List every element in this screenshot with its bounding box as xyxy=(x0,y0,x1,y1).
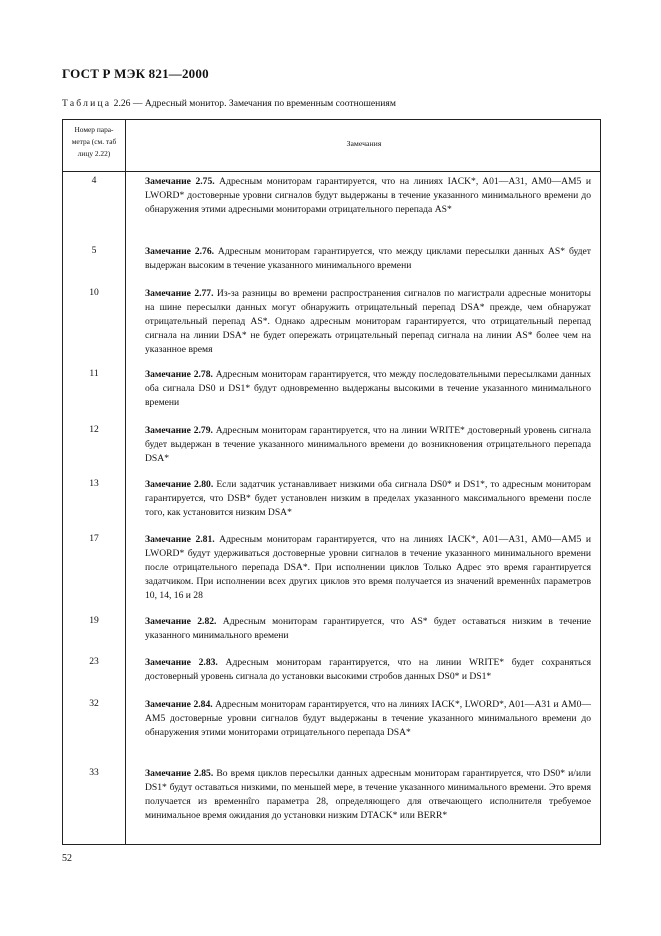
remark-label: Замечание 2.83. xyxy=(145,657,218,668)
parameter-number: 13 xyxy=(89,478,99,489)
table-caption-text: 2.26 — Адресный монитор. Замечания по временным соотношениям xyxy=(113,98,396,109)
parameter-number: 32 xyxy=(89,698,99,709)
remark-label: Замечание 2.81. xyxy=(145,534,215,545)
remark-label: Замечание 2.75. xyxy=(145,176,215,187)
page-number: 52 xyxy=(62,853,72,864)
remark-text xyxy=(145,424,591,466)
parameter-number: 11 xyxy=(89,368,99,379)
remark-label: Замечание 2.77. xyxy=(145,288,214,299)
remark-label: Замечание 2.79. xyxy=(145,425,213,436)
remark-text xyxy=(145,245,591,273)
document-header: ГОСТ Р МЭК 821—2000 xyxy=(62,66,209,81)
column-header-remarks: Замечания xyxy=(346,139,382,148)
remark-label: Замечание 2.78. xyxy=(145,369,213,380)
remark-text xyxy=(145,368,591,410)
column-header-parameter xyxy=(63,124,125,160)
remark-body: Если задатчик устанавливает низкими оба сигнала DS0* и DS1*, то адресным мониторам гарантируется, что DSB* будет установлен низким в пределах указанного максимального времени после того, как установится низким DSA* xyxy=(145,479,591,518)
remark-text xyxy=(145,698,591,740)
remark-body: Адресным мониторам гарантируется, что на линии WRITE* достоверный уровень сигнала будет выдержан в течение указанного минимального времени до возникновения отрицательного перепада DSA* xyxy=(145,425,591,464)
column-header-line: метра (см. таб xyxy=(71,137,117,146)
remark-body: Адресным мониторам гарантируется, что AS* будет оставаться низким в течение указанного минимального времени xyxy=(145,616,591,641)
column-header-line: Номер пара- xyxy=(74,125,114,134)
remark-body: Адресным мониторам гарантируется, что на линии WRITE* будет сохраняться достоверный уровень сигнала до установки высокими стробов данных DS0* и DS1* xyxy=(145,657,591,682)
remark-body: Из-за разницы во времени распространения сигналов по магистрали адресные мониторы на шине пересылки данных могут обнаружить отрицательный перепад DSA* прежде, чем обнаружат отрицательный перепад AS*. Однако адресным мониторам гарантируется, что отрицательный перепад сигнала на линии DSA* не будет опережать отрицательный перепад сигнала на линии AS* более чем на указанное время xyxy=(145,288,591,355)
remarks-table xyxy=(62,119,601,845)
remark-body: Адресным мониторам гарантируется, что между последовательными пересылками данных оба сигнала DS0 и DS1* будут одновременно выдержаны высокими в течение указанного минимального времени xyxy=(145,369,591,408)
parameter-number: 33 xyxy=(89,767,99,778)
remark-label: Замечание 2.85. xyxy=(145,768,214,779)
remark-body: Адресным мониторам гарантируется, что на линиях IACK*, LWORD*, A01—A31 и AM0—AM5 достоверные уровни сигналов будут выдержаны в течение указанного минимального времени до обнаружения этими мониторами отрицательного перепада DSA* xyxy=(145,699,591,738)
column-divider xyxy=(125,120,126,844)
remark-text xyxy=(145,175,591,217)
parameter-number: 17 xyxy=(89,533,99,544)
remark-label: Замечание 2.76. xyxy=(145,246,215,257)
parameter-number: 4 xyxy=(91,175,97,186)
remark-body: Адресным мониторам гарантируется, что на линиях IACK*, A01—A31, AM0—AM5 и LWORD* достоверные уровни сигналов будут выдержаны в течение указанного минимального времени до обнаружения этими адресными мониторами отрицательного перепада AS* xyxy=(145,176,591,215)
remark-body: Адресным мониторам гарантируется, что на линиях IACK*, A01—A31, AM0—AM5 и LWORD* будут удерживаться достоверные уровни сигналов в течение указанного минимального времени после отрицательного перепада DSA*. При исполнении циклов Только Адрес это время гарантируется задатчиком. При исполнении всех других циклов это время получается из значений временнûх параметров 10, 14, 16 и 28 xyxy=(145,534,591,601)
header-divider xyxy=(63,171,600,172)
remark-text xyxy=(145,478,591,520)
remark-text xyxy=(145,656,591,684)
remark-text xyxy=(145,533,591,603)
parameter-number: 23 xyxy=(89,656,99,667)
remark-text xyxy=(145,767,591,823)
table-caption-prefix: Таблица xyxy=(62,98,112,109)
remark-body: Адресным мониторам гарантируется, что между циклами пересылки данных AS* будет выдержан высоким в течение указанного минимального времени xyxy=(145,246,591,271)
column-header-line: лицу 2.22) xyxy=(77,149,111,158)
table-caption xyxy=(62,98,396,109)
remark-label: Замечание 2.80. xyxy=(145,479,214,490)
parameter-number: 12 xyxy=(89,424,99,435)
parameter-number: 19 xyxy=(89,615,99,626)
parameter-number: 10 xyxy=(89,287,99,298)
remark-label: Замечание 2.84. xyxy=(145,699,213,710)
remark-text xyxy=(145,287,591,357)
parameter-number: 5 xyxy=(91,245,97,256)
remark-text xyxy=(145,615,591,643)
remark-label: Замечание 2.82. xyxy=(145,616,217,627)
remark-body: Во время циклов пересылки данных адресным мониторам гарантируется, что DS0* и/или DS1* будут оставаться низкими, по меньшей мере, в течение указанного минимального времени. Это время получается из временнîго параметра 28, определяющего для отвечающего исполнителя требуемое минимальное время ожидания до установки низким DTACK* или BERR* xyxy=(145,768,591,821)
